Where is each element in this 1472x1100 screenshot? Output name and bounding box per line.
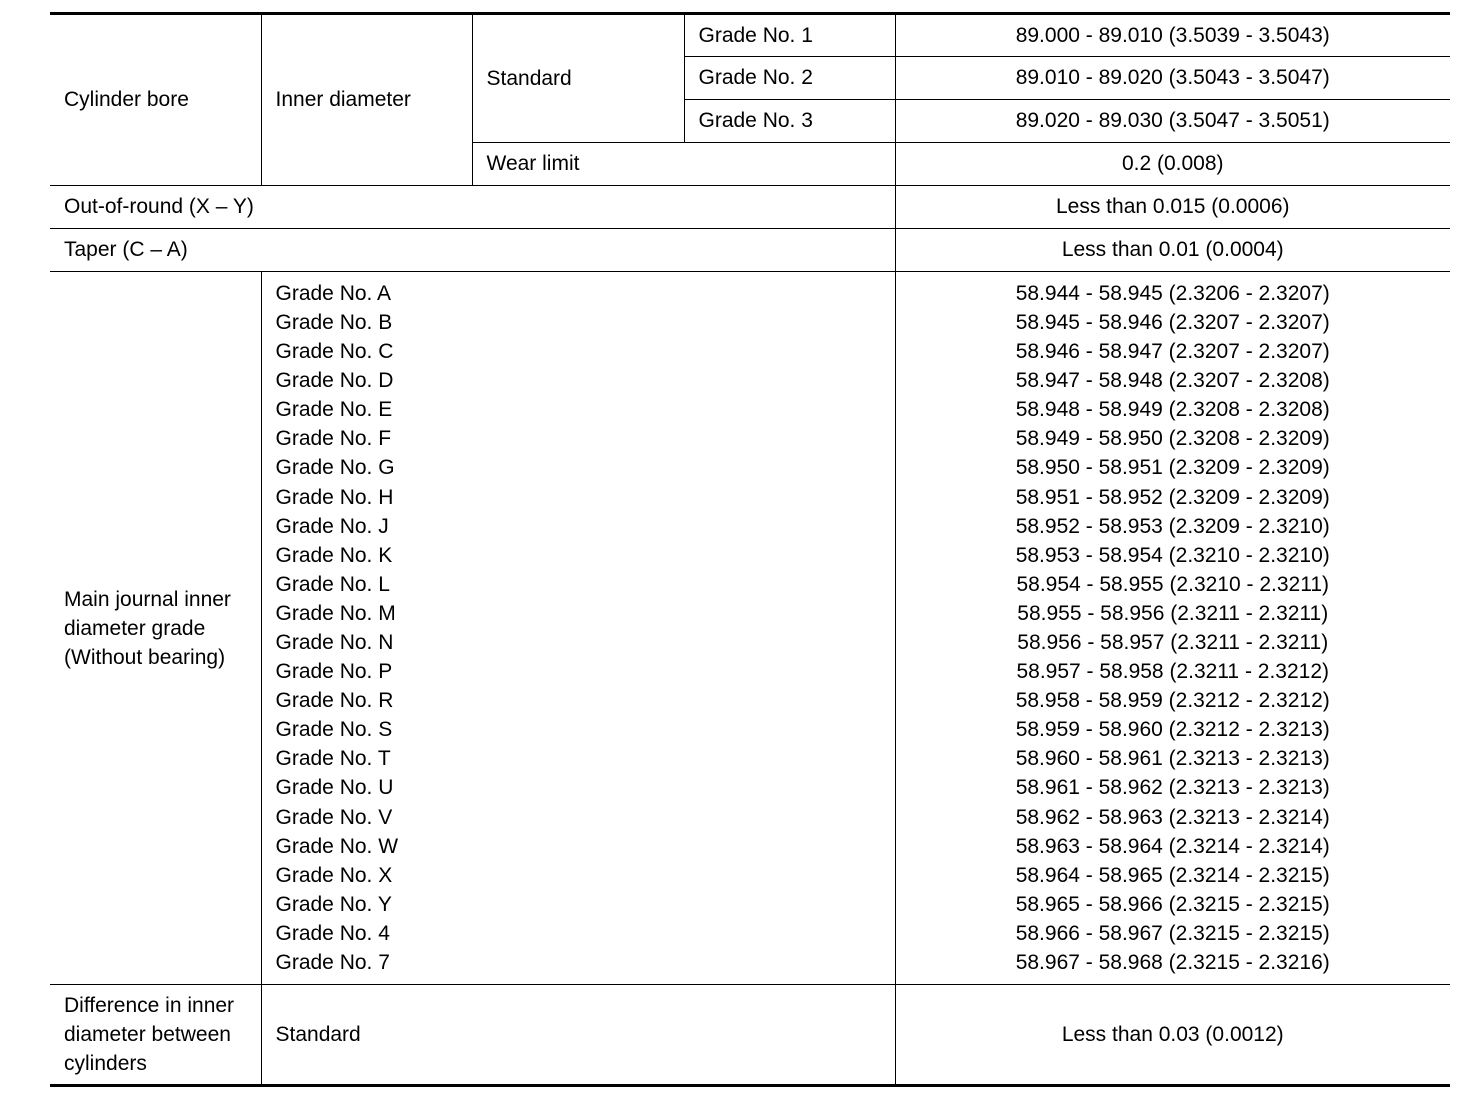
journal-grade-value: 58.965 - 58.966 (2.3215 - 2.3215)	[1015, 892, 1330, 916]
table-row	[50, 14, 1450, 57]
journal-grade-label: Grade No. N	[275, 631, 394, 654]
cylinder-bore-label: Cylinder bore	[50, 14, 261, 186]
bore-grade-label: Grade No. 2	[684, 57, 895, 100]
journal-grade-label: Grade No. L	[275, 572, 390, 596]
standard-label: Standard	[472, 14, 684, 143]
taper-value: Less than 0.01 (0.0004)	[895, 229, 1450, 272]
journal-grade-value: 58.966 - 58.967 (2.3215 - 2.3215)	[1015, 921, 1330, 945]
journal-grade-label: Grade No. B	[275, 310, 393, 334]
journal-grade-label: Grade No. X	[275, 863, 393, 887]
difference-value: Less than 0.03 (0.0012)	[895, 985, 1450, 1086]
difference-label: Difference in inner diameter between cylinders	[50, 985, 261, 1086]
journal-grade-label: Grade No. Y	[275, 892, 392, 916]
journal-grade-label: Grade No. E	[275, 398, 393, 422]
main-journal-label: Main journal inner diameter grade (Without bearing)	[50, 272, 261, 985]
journal-grade-value: 58.945 - 58.946 (2.3207 - 2.3207)	[1015, 310, 1330, 334]
main-journal-value-list	[895, 272, 1450, 985]
journal-grade-label: Grade No. G	[275, 456, 395, 480]
bore-grade-label: Grade No. 1	[684, 14, 895, 57]
journal-grade-label: Grade No. T	[275, 747, 391, 771]
journal-grade-label: Grade No. H	[275, 485, 394, 509]
main-journal-grade-list	[261, 272, 895, 985]
journal-grade-label: Grade No. K	[275, 543, 393, 567]
taper-label: Taper (C – A)	[50, 229, 895, 272]
wear-limit-value: 0.2 (0.008)	[895, 143, 1450, 186]
table-row	[50, 186, 1450, 229]
journal-grade-value: 58.956 - 58.957 (2.3211 - 2.3211)	[1017, 631, 1329, 654]
journal-grade-value: 58.944 - 58.945 (2.3206 - 2.3207)	[1015, 281, 1330, 305]
journal-grade-value: 58.962 - 58.963 (2.3213 - 2.3214)	[1015, 805, 1330, 829]
journal-grade-label: Grade No. F	[275, 427, 392, 451]
specification-table	[50, 12, 1450, 1087]
table-row	[50, 229, 1450, 272]
inner-diameter-label: Inner diameter	[261, 14, 472, 186]
bore-grade-value: 89.000 - 89.010 (3.5039 - 3.5043)	[895, 14, 1450, 57]
difference-standard-label: Standard	[261, 985, 895, 1086]
journal-grade-label: Grade No. W	[275, 834, 399, 858]
journal-grade-value: 58.964 - 58.965 (2.3214 - 2.3215)	[1015, 863, 1330, 887]
journal-grade-value: 58.961 - 58.962 (2.3213 - 2.3213)	[1015, 776, 1330, 800]
journal-grade-label: Grade No. 4	[275, 921, 390, 945]
journal-grade-value: 58.960 - 58.961 (2.3213 - 2.3213)	[1015, 747, 1330, 771]
table-row	[50, 985, 1450, 1086]
journal-grade-value: 58.959 - 58.960 (2.3212 - 2.3213)	[1015, 718, 1330, 742]
journal-grade-value: 58.957 - 58.958 (2.3211 - 2.3212)	[1016, 660, 1329, 684]
journal-grade-value: 58.958 - 58.959 (2.3212 - 2.3212)	[1015, 689, 1330, 713]
journal-grade-label: Grade No. M	[275, 601, 396, 625]
journal-grade-label: Grade No. P	[275, 660, 393, 684]
journal-grade-value: 58.948 - 58.949 (2.3208 - 2.3208)	[1015, 398, 1330, 422]
journal-grade-value: 58.947 - 58.948 (2.3207 - 2.3208)	[1015, 369, 1330, 393]
journal-grade-label: Grade No. J	[275, 514, 389, 538]
journal-grade-label: Grade No. V	[275, 805, 393, 829]
journal-grade-value: 58.954 - 58.955 (2.3210 - 2.3211)	[1016, 572, 1329, 596]
out-of-round-value: Less than 0.015 (0.0006)	[895, 186, 1450, 229]
journal-grade-label: Grade No. 7	[275, 951, 390, 975]
journal-grade-value: 58.967 - 58.968 (2.3215 - 2.3216)	[1015, 951, 1330, 975]
journal-grade-value: 58.946 - 58.947 (2.3207 - 2.3207)	[1015, 340, 1330, 364]
journal-grade-value: 58.952 - 58.953 (2.3209 - 2.3210)	[1015, 514, 1330, 538]
journal-grade-label: Grade No. U	[275, 776, 394, 800]
journal-grade-value: 58.950 - 58.951 (2.3209 - 2.3209)	[1015, 456, 1330, 480]
journal-grade-value: 58.951 - 58.952 (2.3209 - 2.3209)	[1015, 485, 1330, 509]
out-of-round-label: Out-of-round (X – Y)	[50, 186, 895, 229]
bore-grade-value: 89.010 - 89.020 (3.5043 - 3.5047)	[895, 57, 1450, 100]
journal-grade-label: Grade No. D	[275, 369, 394, 393]
journal-grade-label: Grade No. R	[275, 689, 394, 713]
journal-grade-value: 58.953 - 58.954 (2.3210 - 2.3210)	[1015, 543, 1330, 567]
journal-grade-value: 58.955 - 58.956 (2.3211 - 2.3211)	[1017, 601, 1329, 625]
wear-limit-label: Wear limit	[472, 143, 895, 186]
journal-grade-value: 58.963 - 58.964 (2.3214 - 2.3214)	[1015, 834, 1330, 858]
bore-grade-value: 89.020 - 89.030 (3.5047 - 3.5051)	[895, 100, 1450, 143]
journal-grade-value: 58.949 - 58.950 (2.3208 - 2.3209)	[1015, 427, 1330, 451]
table-row	[50, 272, 1450, 985]
bore-grade-label: Grade No. 3	[684, 100, 895, 143]
journal-grade-label: Grade No. C	[275, 340, 394, 364]
journal-grade-label: Grade No. A	[275, 281, 392, 305]
journal-grade-label: Grade No. S	[275, 718, 393, 742]
